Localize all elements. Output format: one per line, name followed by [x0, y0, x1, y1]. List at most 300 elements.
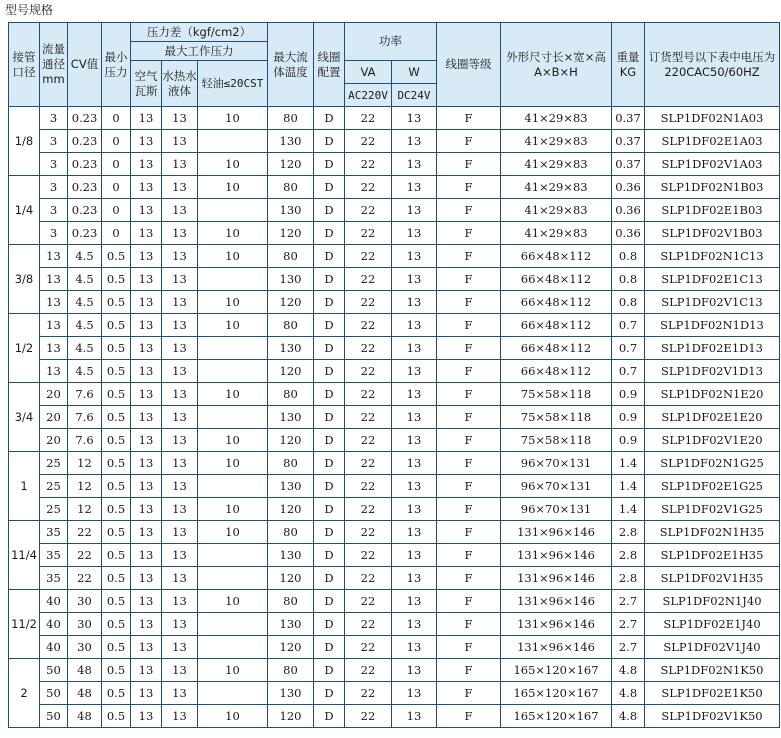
cell-light-oil: 10: [198, 383, 268, 406]
cell-w: 13: [392, 291, 437, 314]
cell-water: 13: [162, 360, 198, 383]
cell-pipe-size: 2: [9, 659, 40, 728]
cell-max-temp: 120: [268, 567, 314, 590]
cell-w: 13: [392, 245, 437, 268]
cell-w: 13: [392, 107, 437, 130]
table-row: [9, 636, 780, 659]
cell-coil-config: D: [314, 429, 345, 452]
header-flow-unit: mm: [42, 72, 65, 86]
cell-max-temp: 120: [268, 222, 314, 245]
cell-dimensions: 75×58×118: [501, 406, 612, 429]
table-row: [9, 544, 780, 567]
cell-bore: 20: [40, 383, 68, 406]
cell-weight: 2.7: [612, 636, 645, 659]
header-pressure-diff: 压力差（kgf/cm2）: [131, 23, 268, 42]
cell-cv: 12: [68, 498, 102, 521]
cell-coil-config: D: [314, 130, 345, 153]
cell-dimensions: 165×120×167: [501, 682, 612, 705]
header-weight: 重量KG: [612, 23, 645, 107]
header-cv: CV值: [68, 23, 102, 107]
cell-coil-grade: F: [437, 406, 501, 429]
cell-water: 13: [162, 429, 198, 452]
cell-bore: 13: [40, 245, 68, 268]
cell-light-oil: [198, 567, 268, 590]
cell-min-pressure: 0.5: [102, 659, 131, 682]
cell-cv: 48: [68, 659, 102, 682]
cell-bore: 3: [40, 222, 68, 245]
cell-max-temp: 80: [268, 176, 314, 199]
cell-air-gas: 13: [131, 337, 162, 360]
cell-water: 13: [162, 222, 198, 245]
cell-light-oil: [198, 199, 268, 222]
cell-water: 13: [162, 682, 198, 705]
cell-coil-grade: F: [437, 314, 501, 337]
cell-bore: 13: [40, 268, 68, 291]
table-row: [9, 498, 780, 521]
cell-light-oil: [198, 682, 268, 705]
cell-coil-grade: F: [437, 337, 501, 360]
cell-dimensions: 165×120×167: [501, 705, 612, 728]
cell-dimensions: 41×29×83: [501, 130, 612, 153]
cell-cv: 7.6: [68, 429, 102, 452]
cell-light-oil: [198, 613, 268, 636]
cell-min-pressure: 0: [102, 222, 131, 245]
cell-w: 13: [392, 544, 437, 567]
cell-dimensions: 131×96×146: [501, 613, 612, 636]
table-row: [9, 153, 780, 176]
cell-light-oil: 10: [198, 429, 268, 452]
cell-w: 13: [392, 176, 437, 199]
cell-light-oil: 10: [198, 521, 268, 544]
cell-w: 13: [392, 383, 437, 406]
cell-dimensions: 131×96×146: [501, 544, 612, 567]
cell-order-model: SLP1DF02E1J40: [645, 613, 780, 636]
cell-light-oil: 10: [198, 107, 268, 130]
cell-dimensions: 41×29×83: [501, 153, 612, 176]
cell-water: 13: [162, 544, 198, 567]
table-row: [9, 383, 780, 406]
cell-dimensions: 41×29×83: [501, 107, 612, 130]
cell-va: 22: [345, 521, 392, 544]
cell-bore: 3: [40, 153, 68, 176]
cell-cv: 0.23: [68, 199, 102, 222]
cell-coil-grade: F: [437, 590, 501, 613]
cell-min-pressure: 0.5: [102, 521, 131, 544]
cell-bore: 25: [40, 475, 68, 498]
cell-min-pressure: 0.5: [102, 337, 131, 360]
cell-coil-config: D: [314, 613, 345, 636]
cell-max-temp: 120: [268, 360, 314, 383]
cell-order-model: SLP1DF02V1J40: [645, 636, 780, 659]
cell-water: 13: [162, 705, 198, 728]
cell-water: 13: [162, 521, 198, 544]
cell-cv: 30: [68, 613, 102, 636]
cell-air-gas: 13: [131, 498, 162, 521]
cell-order-model: SLP1DF02E1G25: [645, 475, 780, 498]
cell-dimensions: 66×48×112: [501, 268, 612, 291]
table-row: [9, 222, 780, 245]
cell-order-model: SLP1DF02N1E20: [645, 383, 780, 406]
cell-water: 13: [162, 659, 198, 682]
header-dc24v: DC24V: [392, 84, 437, 107]
cell-water: 13: [162, 590, 198, 613]
cell-weight: 4.8: [612, 705, 645, 728]
cell-bore: 40: [40, 636, 68, 659]
cell-bore: 50: [40, 682, 68, 705]
table-row: [9, 521, 780, 544]
cell-max-temp: 80: [268, 659, 314, 682]
cell-coil-config: D: [314, 222, 345, 245]
cell-dimensions: 66×48×112: [501, 245, 612, 268]
cell-coil-grade: F: [437, 176, 501, 199]
cell-va: 22: [345, 544, 392, 567]
table-header: [9, 23, 780, 107]
header-dimensions: 外形尺寸长×宽×高A×B×H: [501, 23, 612, 107]
cell-coil-config: D: [314, 590, 345, 613]
cell-bore: 13: [40, 337, 68, 360]
cell-light-oil: 10: [198, 176, 268, 199]
cell-va: 22: [345, 268, 392, 291]
cell-bore: 3: [40, 176, 68, 199]
cell-weight: 0.9: [612, 383, 645, 406]
cell-cv: 4.5: [68, 360, 102, 383]
table-row: [9, 360, 780, 383]
cell-va: 22: [345, 429, 392, 452]
cell-w: 13: [392, 429, 437, 452]
cell-weight: 4.8: [612, 659, 645, 682]
cell-coil-config: D: [314, 452, 345, 475]
table-row: [9, 107, 780, 130]
table-row: [9, 429, 780, 452]
cell-w: 13: [392, 613, 437, 636]
cell-coil-config: D: [314, 544, 345, 567]
header-max-working-pressure: 最大工作压力: [131, 42, 268, 61]
cell-dimensions: 96×70×131: [501, 475, 612, 498]
spec-table: [8, 22, 780, 728]
cell-w: 13: [392, 406, 437, 429]
cell-bore: 25: [40, 452, 68, 475]
cell-cv: 48: [68, 705, 102, 728]
cell-coil-config: D: [314, 383, 345, 406]
cell-bore: 40: [40, 613, 68, 636]
cell-cv: 22: [68, 521, 102, 544]
cell-order-model: SLP1DF02E1B03: [645, 199, 780, 222]
cell-weight: 0.8: [612, 245, 645, 268]
cell-va: 22: [345, 107, 392, 130]
cell-coil-config: D: [314, 636, 345, 659]
cell-min-pressure: 0.5: [102, 429, 131, 452]
cell-bore: 35: [40, 567, 68, 590]
cell-min-pressure: 0.5: [102, 475, 131, 498]
cell-va: 22: [345, 475, 392, 498]
cell-weight: 1.4: [612, 498, 645, 521]
cell-va: 22: [345, 636, 392, 659]
cell-min-pressure: 0.5: [102, 314, 131, 337]
table-row: [9, 475, 780, 498]
cell-bore: 3: [40, 107, 68, 130]
cell-w: 13: [392, 268, 437, 291]
cell-weight: 2.7: [612, 590, 645, 613]
header-max-fluid-temp: 最大流体温度: [268, 23, 314, 107]
cell-va: 22: [345, 130, 392, 153]
cell-dimensions: 41×29×83: [501, 176, 612, 199]
cell-va: 22: [345, 590, 392, 613]
cell-max-temp: 130: [268, 682, 314, 705]
cell-va: 22: [345, 291, 392, 314]
cell-cv: 30: [68, 590, 102, 613]
cell-bore: 13: [40, 314, 68, 337]
cell-dimensions: 66×48×112: [501, 291, 612, 314]
cell-min-pressure: 0.5: [102, 291, 131, 314]
cell-light-oil: 10: [198, 153, 268, 176]
cell-coil-config: D: [314, 199, 345, 222]
cell-coil-config: D: [314, 521, 345, 544]
cell-max-temp: 130: [268, 268, 314, 291]
cell-light-oil: [198, 544, 268, 567]
cell-light-oil: 10: [198, 314, 268, 337]
cell-min-pressure: 0.5: [102, 613, 131, 636]
cell-air-gas: 13: [131, 452, 162, 475]
cell-cv: 0.23: [68, 107, 102, 130]
cell-light-oil: 10: [198, 498, 268, 521]
cell-w: 13: [392, 360, 437, 383]
cell-order-model: SLP1DF02N1H35: [645, 521, 780, 544]
cell-pipe-size: 1/2: [9, 314, 40, 383]
cell-coil-grade: F: [437, 521, 501, 544]
cell-va: 22: [345, 682, 392, 705]
cell-order-model: SLP1DF02E1D13: [645, 337, 780, 360]
cell-coil-config: D: [314, 705, 345, 728]
cell-air-gas: 13: [131, 682, 162, 705]
cell-va: 22: [345, 199, 392, 222]
cell-weight: 0.8: [612, 291, 645, 314]
cell-air-gas: 13: [131, 521, 162, 544]
cell-min-pressure: 0.5: [102, 682, 131, 705]
cell-cv: 7.6: [68, 406, 102, 429]
cell-air-gas: 13: [131, 199, 162, 222]
cell-coil-config: D: [314, 107, 345, 130]
cell-pipe-size: 11/2: [9, 590, 40, 659]
cell-max-temp: 80: [268, 590, 314, 613]
cell-coil-config: D: [314, 314, 345, 337]
cell-coil-config: D: [314, 475, 345, 498]
cell-coil-grade: F: [437, 107, 501, 130]
cell-order-model: SLP1DF02N1A03: [645, 107, 780, 130]
cell-max-temp: 120: [268, 705, 314, 728]
cell-bore: 25: [40, 498, 68, 521]
cell-cv: 22: [68, 544, 102, 567]
cell-weight: 0.37: [612, 153, 645, 176]
cell-water: 13: [162, 199, 198, 222]
cell-air-gas: 13: [131, 406, 162, 429]
cell-max-temp: 80: [268, 452, 314, 475]
cell-dimensions: 66×48×112: [501, 337, 612, 360]
cell-coil-grade: F: [437, 245, 501, 268]
cell-weight: 0.37: [612, 130, 645, 153]
cell-light-oil: [198, 268, 268, 291]
cell-order-model: SLP1DF02N1C13: [645, 245, 780, 268]
cell-va: 22: [345, 452, 392, 475]
cell-min-pressure: 0.5: [102, 245, 131, 268]
cell-cv: 0.23: [68, 153, 102, 176]
cell-w: 13: [392, 636, 437, 659]
cell-air-gas: 13: [131, 222, 162, 245]
cell-bore: 35: [40, 521, 68, 544]
cell-coil-grade: F: [437, 383, 501, 406]
cell-light-oil: [198, 475, 268, 498]
header-order-model: 订货型号以下表中电压为220CAC50/60HZ: [645, 23, 780, 107]
cell-coil-config: D: [314, 176, 345, 199]
cell-w: 13: [392, 199, 437, 222]
cell-weight: 0.7: [612, 314, 645, 337]
table-row: [9, 613, 780, 636]
cell-dimensions: 75×58×118: [501, 429, 612, 452]
cell-cv: 12: [68, 452, 102, 475]
cell-water: 13: [162, 130, 198, 153]
cell-w: 13: [392, 475, 437, 498]
cell-w: 13: [392, 452, 437, 475]
header-power: 功率: [345, 23, 437, 61]
cell-cv: 0.23: [68, 222, 102, 245]
cell-air-gas: 13: [131, 544, 162, 567]
cell-bore: 50: [40, 705, 68, 728]
cell-coil-grade: F: [437, 291, 501, 314]
cell-cv: 4.5: [68, 337, 102, 360]
cell-min-pressure: 0.5: [102, 567, 131, 590]
table-row: [9, 268, 780, 291]
table-row: [9, 406, 780, 429]
cell-coil-config: D: [314, 268, 345, 291]
cell-order-model: SLP1DF02N1B03: [645, 176, 780, 199]
cell-coil-config: D: [314, 337, 345, 360]
cell-light-oil: [198, 337, 268, 360]
cell-dimensions: 131×96×146: [501, 590, 612, 613]
cell-max-temp: 130: [268, 406, 314, 429]
cell-light-oil: [198, 636, 268, 659]
cell-min-pressure: 0.5: [102, 705, 131, 728]
header-flow-diameter-label: 流量通径: [42, 42, 65, 71]
cell-water: 13: [162, 153, 198, 176]
cell-cv: 4.5: [68, 291, 102, 314]
cell-order-model: SLP1DF02E1H35: [645, 544, 780, 567]
header-ac220v: AC220V: [345, 84, 392, 107]
cell-w: 13: [392, 682, 437, 705]
cell-va: 22: [345, 360, 392, 383]
cell-air-gas: 13: [131, 268, 162, 291]
cell-pipe-size: 11/4: [9, 521, 40, 590]
cell-w: 13: [392, 314, 437, 337]
cell-cv: 0.23: [68, 176, 102, 199]
cell-pipe-size: 1/8: [9, 107, 40, 176]
cell-light-oil: 10: [198, 291, 268, 314]
cell-water: 13: [162, 475, 198, 498]
cell-water: 13: [162, 636, 198, 659]
cell-air-gas: 13: [131, 291, 162, 314]
table-row: [9, 337, 780, 360]
cell-weight: 0.36: [612, 222, 645, 245]
cell-min-pressure: 0: [102, 153, 131, 176]
cell-order-model: SLP1DF02V1D13: [645, 360, 780, 383]
cell-coil-grade: F: [437, 452, 501, 475]
cell-water: 13: [162, 337, 198, 360]
cell-air-gas: 13: [131, 567, 162, 590]
cell-dimensions: 41×29×83: [501, 222, 612, 245]
header-water: 水热水液体: [162, 61, 198, 107]
cell-coil-config: D: [314, 360, 345, 383]
cell-cv: 4.5: [68, 314, 102, 337]
cell-weight: 2.8: [612, 521, 645, 544]
cell-max-temp: 80: [268, 314, 314, 337]
cell-coil-grade: F: [437, 268, 501, 291]
header-flow-diameter: [40, 23, 68, 107]
table-row: [9, 291, 780, 314]
header-coil-grade: 线圈等级: [437, 23, 501, 107]
cell-dimensions: 66×48×112: [501, 360, 612, 383]
cell-coil-config: D: [314, 153, 345, 176]
cell-cv: 4.5: [68, 245, 102, 268]
cell-max-temp: 80: [268, 107, 314, 130]
cell-w: 13: [392, 590, 437, 613]
cell-min-pressure: 0.5: [102, 544, 131, 567]
cell-min-pressure: 0.5: [102, 406, 131, 429]
cell-cv: 12: [68, 475, 102, 498]
cell-va: 22: [345, 245, 392, 268]
table-row: [9, 245, 780, 268]
cell-air-gas: 13: [131, 360, 162, 383]
table-row: [9, 130, 780, 153]
cell-weight: 0.7: [612, 360, 645, 383]
cell-w: 13: [392, 222, 437, 245]
cell-max-temp: 130: [268, 544, 314, 567]
cell-min-pressure: 0.5: [102, 636, 131, 659]
cell-coil-config: D: [314, 659, 345, 682]
cell-dimensions: 75×58×118: [501, 383, 612, 406]
cell-order-model: SLP1DF02V1E20: [645, 429, 780, 452]
header-pipe-size: 接管口径: [9, 23, 40, 107]
cell-water: 13: [162, 107, 198, 130]
cell-max-temp: 130: [268, 199, 314, 222]
cell-coil-config: D: [314, 406, 345, 429]
cell-va: 22: [345, 314, 392, 337]
cell-air-gas: 13: [131, 475, 162, 498]
cell-coil-grade: F: [437, 705, 501, 728]
table-row: [9, 176, 780, 199]
cell-coil-grade: F: [437, 130, 501, 153]
cell-order-model: SLP1DF02E1E20: [645, 406, 780, 429]
cell-coil-grade: F: [437, 544, 501, 567]
cell-w: 13: [392, 498, 437, 521]
cell-coil-grade: F: [437, 498, 501, 521]
cell-light-oil: [198, 406, 268, 429]
cell-min-pressure: 0: [102, 130, 131, 153]
cell-w: 13: [392, 659, 437, 682]
cell-dimensions: 131×96×146: [501, 636, 612, 659]
cell-max-temp: 120: [268, 291, 314, 314]
cell-max-temp: 130: [268, 613, 314, 636]
cell-va: 22: [345, 153, 392, 176]
cell-order-model: SLP1DF02N1J40: [645, 590, 780, 613]
cell-pipe-size: 3/4: [9, 383, 40, 452]
cell-max-temp: 130: [268, 475, 314, 498]
cell-coil-config: D: [314, 567, 345, 590]
cell-weight: 1.4: [612, 452, 645, 475]
table-row: [9, 199, 780, 222]
cell-cv: 4.5: [68, 268, 102, 291]
cell-cv: 7.6: [68, 383, 102, 406]
cell-min-pressure: 0: [102, 199, 131, 222]
cell-bore: 3: [40, 130, 68, 153]
cell-max-temp: 130: [268, 337, 314, 360]
